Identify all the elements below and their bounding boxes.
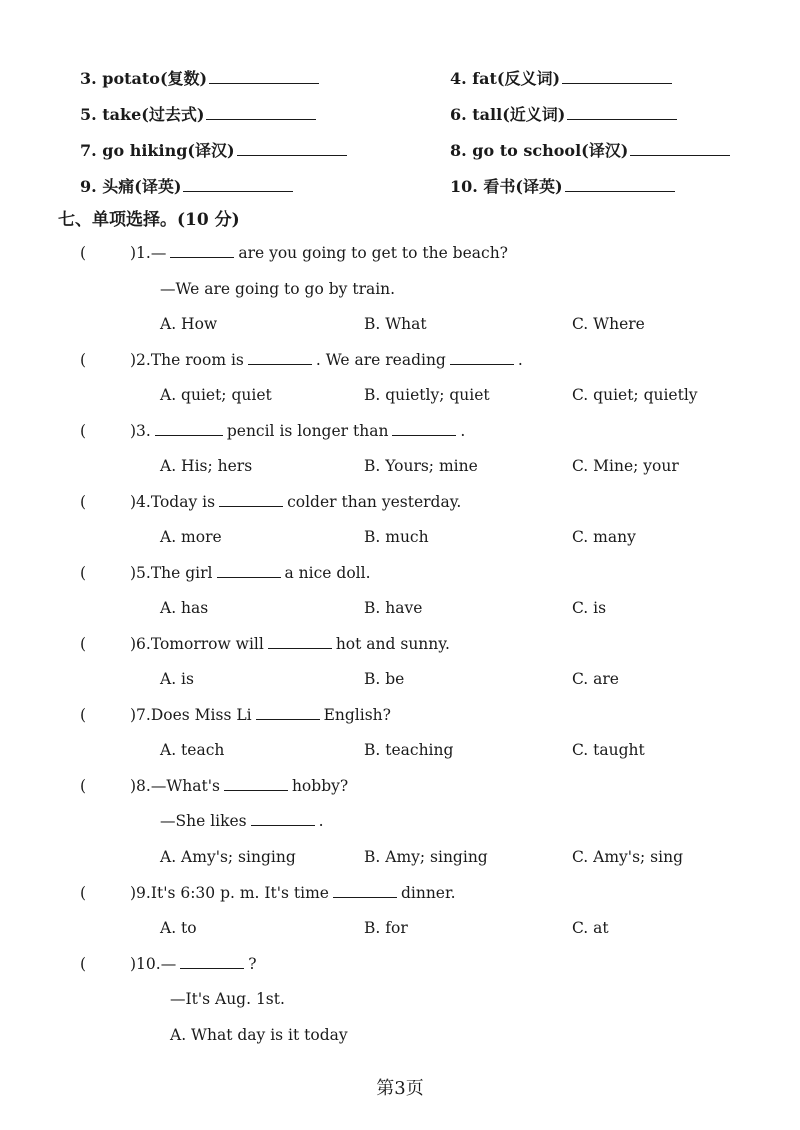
option-a[interactable]: A. to bbox=[160, 919, 197, 937]
answer-blank[interactable] bbox=[565, 177, 675, 192]
vocab-label: 10. 看书(译英) bbox=[450, 177, 563, 196]
question-text: . bbox=[517, 351, 523, 369]
question-text: The girl bbox=[150, 564, 213, 582]
answer-paren[interactable]: ( bbox=[80, 564, 87, 582]
option-c[interactable]: C. at bbox=[572, 919, 609, 937]
answer-blank[interactable] bbox=[206, 105, 316, 120]
answer-blank[interactable] bbox=[630, 141, 730, 156]
question-number: )9. bbox=[130, 884, 151, 902]
option-c[interactable]: C. Amy's; sing bbox=[572, 848, 683, 866]
vocab-item-4 bbox=[450, 66, 672, 89]
vocab-item-9 bbox=[80, 174, 293, 197]
question-6 bbox=[130, 635, 450, 653]
question-text: —What's bbox=[150, 777, 220, 795]
question-blank[interactable] bbox=[180, 955, 244, 969]
question-blank[interactable] bbox=[450, 351, 514, 365]
option-b[interactable]: B. Amy; singing bbox=[364, 848, 488, 866]
question-text: Does Miss Li bbox=[150, 706, 252, 724]
vocab-label: 6. tall(近义词) bbox=[450, 105, 566, 124]
question-number: )2. bbox=[130, 351, 151, 369]
question-text: a nice doll. bbox=[284, 564, 371, 582]
option-a[interactable]: A. teach bbox=[160, 741, 225, 759]
question-3 bbox=[130, 422, 465, 440]
option-b[interactable]: B. Yours; mine bbox=[364, 457, 478, 475]
question-text: It's 6:30 p. m. It's time bbox=[150, 884, 329, 902]
question-1 bbox=[130, 244, 508, 262]
option-c[interactable]: C. quiet; quietly bbox=[572, 386, 698, 404]
question-1-response: —We are going to go by train. bbox=[160, 280, 396, 298]
question-text: hot and sunny. bbox=[335, 635, 450, 653]
question-8-response bbox=[160, 812, 324, 830]
answer-paren[interactable]: ( bbox=[80, 422, 87, 440]
question-10-response: —It's Aug. 1st. bbox=[170, 990, 285, 1008]
vocab-item-10 bbox=[450, 174, 675, 197]
question-text: — bbox=[160, 955, 177, 973]
option-c[interactable]: C. Where bbox=[572, 315, 645, 333]
option-b[interactable]: B. What bbox=[364, 315, 427, 333]
question-text: . bbox=[318, 812, 324, 830]
question-text: hobby? bbox=[291, 777, 349, 795]
option-b[interactable]: B. for bbox=[364, 919, 408, 937]
question-9 bbox=[130, 884, 456, 902]
option-a[interactable]: A. has bbox=[160, 599, 209, 617]
option-b[interactable]: B. be bbox=[364, 670, 405, 688]
question-blank[interactable] bbox=[268, 635, 332, 649]
option-c[interactable]: C. Mine; your bbox=[572, 457, 679, 475]
vocab-label: 7. go hiking(译汉) bbox=[80, 141, 235, 160]
question-number: )3. bbox=[130, 422, 151, 440]
answer-blank[interactable] bbox=[237, 141, 347, 156]
option-b[interactable]: B. teaching bbox=[364, 741, 454, 759]
question-blank[interactable] bbox=[392, 422, 456, 436]
answer-paren[interactable]: ( bbox=[80, 884, 87, 902]
question-number: )5. bbox=[130, 564, 151, 582]
question-number: )10. bbox=[130, 955, 161, 973]
option-a[interactable]: A. His; hers bbox=[160, 457, 253, 475]
vocab-label: 3. potato(复数) bbox=[80, 69, 208, 88]
section-title: 七、单项选择。(10 分) bbox=[58, 210, 240, 230]
question-text: dinner. bbox=[400, 884, 456, 902]
answer-paren[interactable]: ( bbox=[80, 777, 87, 795]
page-number: 第3页 bbox=[376, 1078, 424, 1099]
question-text: . We are reading bbox=[315, 351, 446, 369]
question-blank[interactable] bbox=[217, 564, 281, 578]
option-a[interactable]: A. How bbox=[160, 315, 218, 333]
question-number: )4. bbox=[130, 493, 151, 511]
question-blank[interactable] bbox=[256, 706, 320, 720]
vocab-item-7 bbox=[80, 138, 347, 161]
question-text: ? bbox=[248, 955, 257, 973]
option-c[interactable]: C. taught bbox=[572, 741, 645, 759]
question-blank[interactable] bbox=[155, 422, 223, 436]
answer-paren[interactable]: ( bbox=[80, 955, 87, 973]
answer-paren[interactable]: ( bbox=[80, 244, 87, 262]
question-text: Tomorrow will bbox=[150, 635, 264, 653]
question-text: pencil is longer than bbox=[226, 422, 389, 440]
question-blank[interactable] bbox=[333, 884, 397, 898]
question-blank[interactable] bbox=[224, 777, 288, 791]
option-b[interactable]: B. much bbox=[364, 528, 429, 546]
option-b[interactable]: B. quietly; quiet bbox=[364, 386, 490, 404]
question-2 bbox=[130, 351, 523, 369]
answer-paren[interactable]: ( bbox=[80, 493, 87, 511]
question-text: The room is bbox=[150, 351, 244, 369]
question-text: colder than yesterday. bbox=[287, 493, 462, 511]
option-a[interactable]: A. Amy's; singing bbox=[160, 848, 296, 866]
vocab-item-6 bbox=[450, 102, 677, 125]
option-a[interactable]: A. is bbox=[160, 670, 194, 688]
question-text: Today is bbox=[150, 493, 216, 511]
question-8 bbox=[130, 777, 348, 795]
option-c[interactable]: C. are bbox=[572, 670, 619, 688]
question-text: are you going to get to the beach? bbox=[238, 244, 508, 262]
question-text: —She likes bbox=[160, 812, 247, 830]
question-number: )6. bbox=[130, 635, 151, 653]
answer-blank[interactable] bbox=[209, 69, 319, 84]
vocab-item-8 bbox=[450, 138, 730, 161]
question-4 bbox=[130, 493, 461, 511]
option-b[interactable]: B. have bbox=[364, 599, 423, 617]
question-text: . bbox=[460, 422, 466, 440]
question-blank[interactable] bbox=[248, 351, 312, 365]
option-a[interactable]: A. more bbox=[160, 528, 222, 546]
option-c[interactable]: C. many bbox=[572, 528, 636, 546]
vocab-item-5 bbox=[80, 102, 316, 125]
answer-paren[interactable]: ( bbox=[80, 351, 87, 369]
answer-paren[interactable]: ( bbox=[80, 706, 87, 724]
question-number: )1. bbox=[130, 244, 151, 262]
question-text: English? bbox=[323, 706, 391, 724]
question-7 bbox=[130, 706, 391, 724]
answer-blank[interactable] bbox=[183, 177, 293, 192]
vocab-label: 9. 头痛(译英) bbox=[80, 177, 182, 196]
vocab-label: 4. fat(反义词) bbox=[450, 69, 561, 88]
question-5 bbox=[130, 564, 371, 582]
question-number: )7. bbox=[130, 706, 151, 724]
option-c[interactable]: C. is bbox=[572, 599, 607, 617]
question-blank[interactable] bbox=[251, 812, 315, 826]
vocab-label: 5. take(过去式) bbox=[80, 105, 205, 124]
question-number: )8. bbox=[130, 777, 151, 795]
vocab-label: 8. go to school(译汉) bbox=[450, 141, 629, 160]
question-blank[interactable] bbox=[170, 244, 234, 258]
answer-blank[interactable] bbox=[567, 105, 677, 120]
answer-paren[interactable]: ( bbox=[80, 635, 87, 653]
question-10 bbox=[130, 955, 257, 973]
question-text: — bbox=[150, 244, 167, 262]
answer-blank[interactable] bbox=[562, 69, 672, 84]
option-a[interactable]: A. quiet; quiet bbox=[160, 386, 272, 404]
question-blank[interactable] bbox=[219, 493, 283, 507]
vocab-item-3 bbox=[80, 66, 319, 89]
option-a[interactable]: A. What day is it today bbox=[170, 1026, 348, 1044]
